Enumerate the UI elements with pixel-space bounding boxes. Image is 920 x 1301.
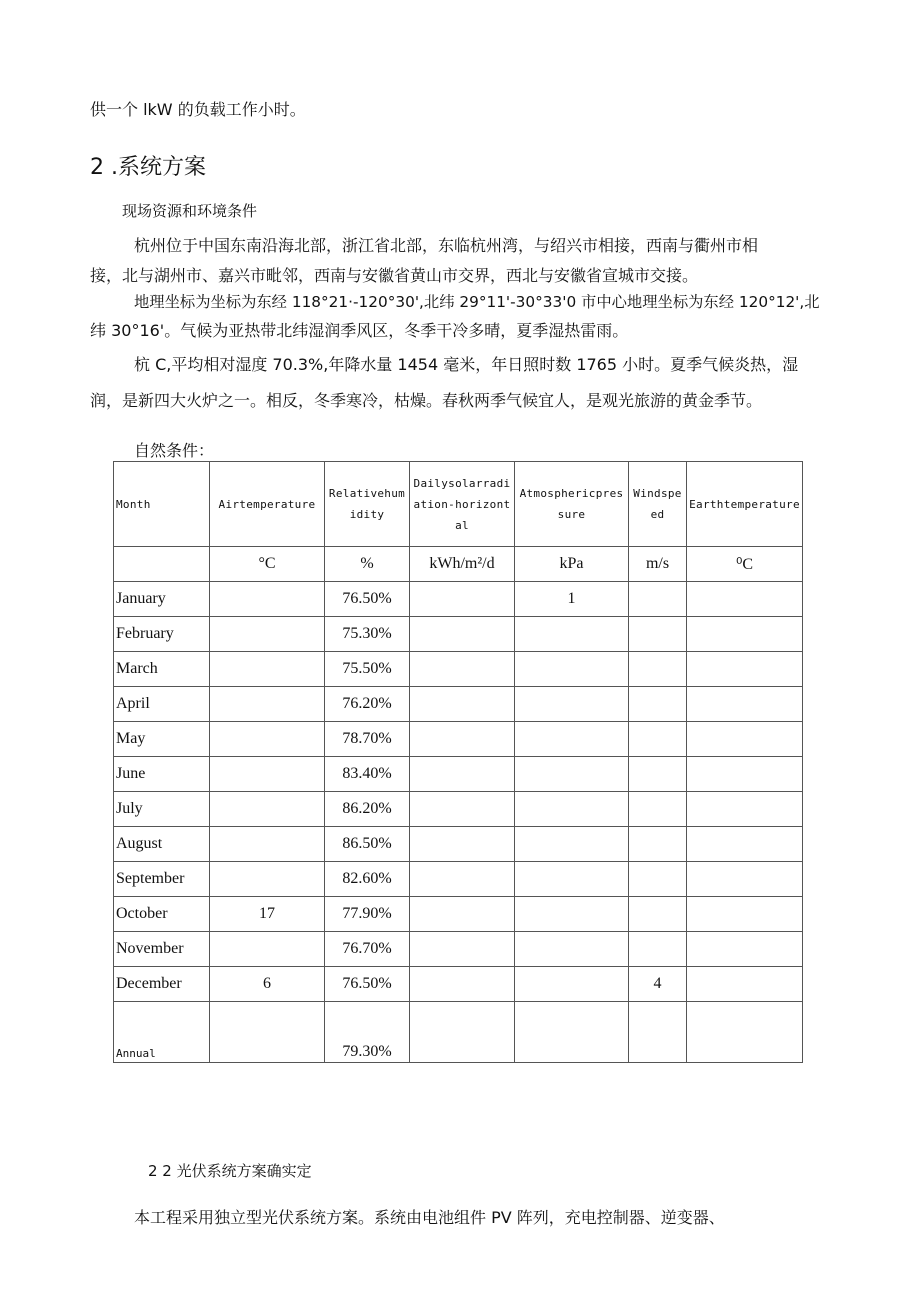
table-annual-row — [114, 1002, 803, 1063]
table-cell: Annual — [114, 1002, 210, 1063]
table-cell — [515, 932, 629, 967]
table-cell: April — [114, 687, 210, 722]
table-cell — [210, 862, 325, 897]
table-cell — [410, 792, 515, 827]
table-cell — [410, 932, 515, 967]
table-cell: 75.50% — [325, 652, 410, 687]
table-cell — [629, 582, 687, 617]
table-cell — [210, 1002, 325, 1063]
table-cell — [687, 1002, 803, 1063]
table-cell — [629, 687, 687, 722]
table-cell: Windspeed — [629, 462, 687, 547]
table-cell — [515, 967, 629, 1002]
table-cell: November — [114, 932, 210, 967]
table-cell — [410, 652, 515, 687]
table-cell: June — [114, 757, 210, 792]
table-cell — [629, 757, 687, 792]
table-cell — [515, 1002, 629, 1063]
table-row — [114, 792, 803, 827]
table-row — [114, 827, 803, 862]
table-cell — [210, 722, 325, 757]
table-cell: 79.30% — [325, 1002, 410, 1063]
table-cell: °C — [210, 547, 325, 582]
table-cell: August — [114, 827, 210, 862]
table-cell: kPa — [515, 547, 629, 582]
table-cell — [629, 792, 687, 827]
table-cell: September — [114, 862, 210, 897]
table-cell — [629, 1002, 687, 1063]
table-cell: Airtemperature — [210, 462, 325, 547]
table-cell — [410, 1002, 515, 1063]
table-cell: January — [114, 582, 210, 617]
table-cell: 82.60% — [325, 862, 410, 897]
table-cell: February — [114, 617, 210, 652]
para1-line2: 接，北与湖州市、嘉兴市毗邻，西南与安徽省黄山市交界，西北与安徽省宣城市交接。 — [90, 266, 699, 285]
table-cell — [687, 722, 803, 757]
table-cell: 86.50% — [325, 827, 410, 862]
table-cell — [410, 827, 515, 862]
table-cell — [687, 687, 803, 722]
table-cell: 76.70% — [325, 932, 410, 967]
table-cell — [410, 862, 515, 897]
table-cell: Relativehumidity — [325, 462, 410, 547]
table-cell — [687, 617, 803, 652]
table-cell: Atmosphericpressure — [515, 462, 629, 547]
table-cell — [629, 617, 687, 652]
table-row — [114, 687, 803, 722]
table-cell — [515, 897, 629, 932]
table-cell: 1 — [515, 582, 629, 617]
table-cell — [410, 757, 515, 792]
table-cell: % — [325, 547, 410, 582]
para2-line1: 地理坐标为坐标为东经 118°21·-120°30',北纬 29°11'-30°33'0 市中心地理坐标为东经 120°12',北 — [134, 293, 820, 311]
table-cell: 75.30% — [325, 617, 410, 652]
table-cell: 17 — [210, 897, 325, 932]
para3-line1: 杭 C,平均相对湿度 70.3%,年降水量 1454 毫米，年日照时数 1765 小时。夏季气候炎热，湿 — [134, 355, 799, 374]
table-row — [114, 652, 803, 687]
table-row — [114, 722, 803, 757]
table-cell — [410, 617, 515, 652]
table-units-row — [114, 547, 803, 582]
table-cell — [687, 932, 803, 967]
table-cell — [629, 932, 687, 967]
table-cell — [515, 827, 629, 862]
table-cell — [515, 862, 629, 897]
table-cell: December — [114, 967, 210, 1002]
para-pv: 本工程采用独立型光伏系统方案。系统由电池组件 PV 阵列，充电控制器、逆变器、 — [134, 1208, 725, 1227]
table-cell — [687, 827, 803, 862]
table-cell — [410, 582, 515, 617]
table-cell — [210, 582, 325, 617]
table-cell: 86.20% — [325, 792, 410, 827]
table-cell — [687, 897, 803, 932]
table-cell: m/s — [629, 547, 687, 582]
table-cell: October — [114, 897, 210, 932]
table-cell: 76.20% — [325, 687, 410, 722]
intro-line: 供一个 lkW 的负载工作小时。 — [90, 100, 306, 119]
table-cell — [629, 897, 687, 932]
table-cell — [410, 897, 515, 932]
table-cell — [687, 757, 803, 792]
table-cell — [629, 722, 687, 757]
table-cell — [410, 722, 515, 757]
table-cell — [210, 792, 325, 827]
para2-line2: 纬 30°16'。气候为亚热带北纬湿润季风区，冬季干冷多晴，夏季湿热雷雨。 — [90, 321, 629, 340]
subheading-pv: 2 2 光伏系统方案确实定 — [148, 1162, 312, 1180]
table-row — [114, 932, 803, 967]
table-cell — [210, 932, 325, 967]
table-row — [114, 897, 803, 932]
table-cell — [210, 827, 325, 862]
para3-line2: 润，是新四大火炉之一。相反，冬季寒冷，枯燥。春秋两季气候宜人，是观光旅游的黄金季节。 — [90, 391, 763, 410]
table-cell: Month — [114, 462, 210, 547]
table-cell — [687, 582, 803, 617]
table-row — [114, 757, 803, 792]
para1-line1: 杭州位于中国东南沿海北部，浙江省北部，东临杭州湾，与绍兴市相接，西南与衢州市相 — [134, 236, 759, 255]
table-cell — [515, 652, 629, 687]
table-row — [114, 967, 803, 1002]
table-cell: 83.40% — [325, 757, 410, 792]
section-heading: 2 .系统方案 — [90, 155, 206, 180]
table-cell — [629, 827, 687, 862]
table-cell — [210, 652, 325, 687]
table-cell — [210, 617, 325, 652]
table-cell: Dailysolarradiation-horizontal — [410, 462, 515, 547]
table-cell: Earthtemperature — [687, 462, 803, 547]
table-header-row — [114, 462, 803, 547]
table-cell: March — [114, 652, 210, 687]
table-cell — [515, 757, 629, 792]
table-cell: 76.50% — [325, 967, 410, 1002]
table-cell — [515, 687, 629, 722]
table-row — [114, 582, 803, 617]
table-caption: 自然条件： — [134, 441, 215, 460]
table-cell: 6 — [210, 967, 325, 1002]
table-cell: 77.90% — [325, 897, 410, 932]
table-cell — [410, 687, 515, 722]
table-cell: 78.70% — [325, 722, 410, 757]
table-cell: kWh/m²/d — [410, 547, 515, 582]
table-row — [114, 617, 803, 652]
table-cell — [515, 792, 629, 827]
table-cell: July — [114, 792, 210, 827]
table-row — [114, 862, 803, 897]
table-cell — [410, 967, 515, 1002]
table-cell — [114, 547, 210, 582]
table-cell — [687, 792, 803, 827]
table-cell — [687, 967, 803, 1002]
table-cell: May — [114, 722, 210, 757]
table-cell: ⁰C — [687, 547, 803, 582]
table-cell — [515, 617, 629, 652]
table-cell — [629, 652, 687, 687]
table-cell — [629, 862, 687, 897]
table-cell — [687, 652, 803, 687]
table-cell: 76.50% — [325, 582, 410, 617]
table-cell — [210, 757, 325, 792]
natural-conditions-table — [113, 461, 803, 1063]
table-cell: 4 — [629, 967, 687, 1002]
table-cell — [210, 687, 325, 722]
table-cell — [687, 862, 803, 897]
subheading-resources: 现场资源和环境条件 — [122, 202, 258, 220]
table-cell — [515, 722, 629, 757]
